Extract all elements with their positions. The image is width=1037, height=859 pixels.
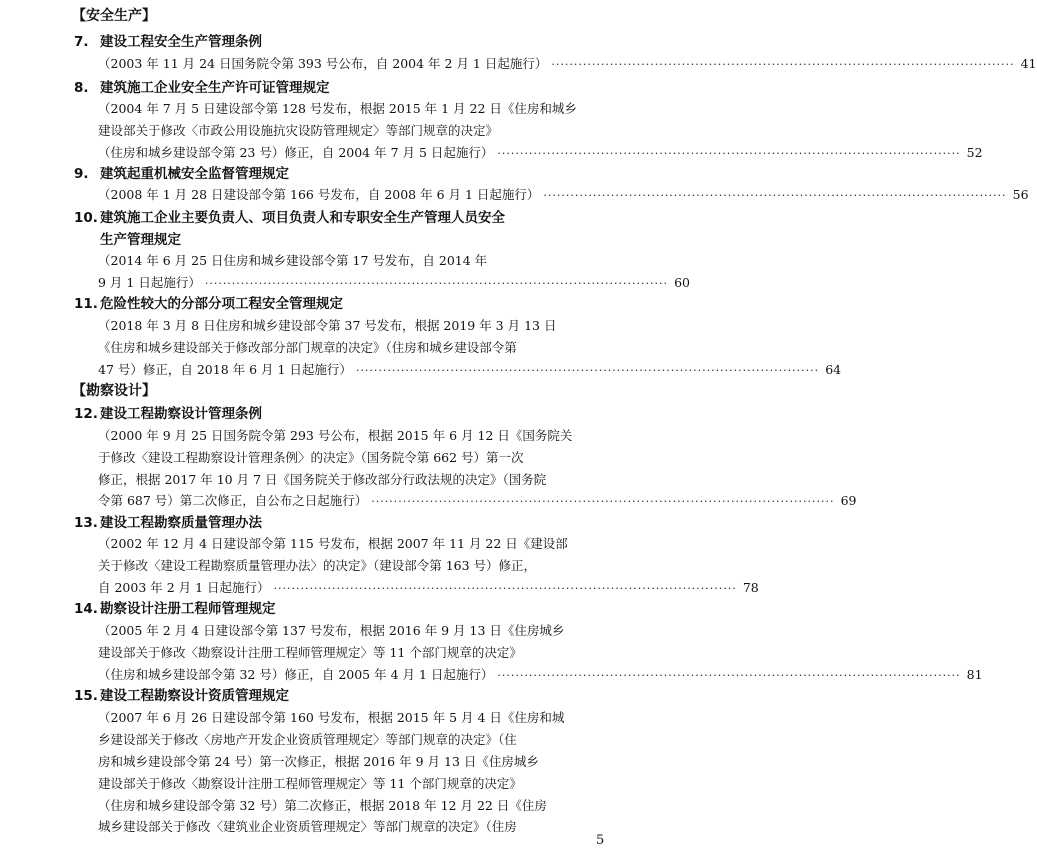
toc-entry-title[interactable] [74,209,505,227]
entry-source-text: （2007 年 6 月 26 日建设部令第 160 号发布，根据 2015 年 5 月 4 日《住房和城 [98,710,565,725]
toc-entry-line [98,186,1029,205]
toc-entry-line [98,274,690,293]
entry-number: 9. [74,166,89,182]
entry-source-text: 建设部关于修改〈勘察设计注册工程师管理规定〉等 11 个部门规章的决定》 [98,776,522,791]
dot-leader: ······································································································· [497,147,961,160]
entry-page-number[interactable]: 60 [674,275,690,290]
entry-source-text: 房和城乡建设部令第 24 号）第一次修正，根据 2016 年 9 月 13 日《住房城乡 [98,754,539,769]
entry-source-text: （2003 年 11 月 24 日国务院令第 393 号公布，自 2004 年 2 月 1 日起施行） [98,56,548,71]
section-heading-safety: 【安全生产】 [72,8,156,24]
entry-page-number[interactable]: 78 [742,580,759,595]
entry-number: 15. [74,688,98,704]
entry-page-number[interactable]: 64 [825,362,842,377]
entry-number: 13. [74,515,98,531]
entry-page-number[interactable]: 81 [966,667,983,682]
entry-title-text: 建设工程勘察设计资质管理规定 [100,688,289,704]
entry-number: 7. [74,34,89,50]
entry-page-number[interactable]: 41 [1020,56,1037,71]
entry-source-text: 9 月 1 日起施行） [98,275,201,290]
entry-source-text: （住房和城乡建设部令第 23 号）修正，自 2004 年 7 月 5 日起施行） [98,145,494,160]
dot-leader: ······································································································· [273,582,737,595]
toc-entry-title[interactable] [74,295,343,313]
entry-title-text: 建筑施工企业安全生产许可证管理规定 [100,80,330,96]
entry-title-text: 建设工程勘察设计管理条例 [100,406,262,422]
entry-source-text: （住房和城乡建设部令第 32 号）第二次修正，根据 2018 年 12 月 22 日《住房 [98,798,547,813]
dot-leader: ······································································································· [204,277,668,290]
entry-source-text: 城乡建设部关于修改〈建筑业企业资质管理规定〉等部门规章的决定》（住房 [98,819,517,834]
section-heading-survey: 【勘察设计】 [72,383,156,399]
entry-source-text: 47 号）修正，自 2018 年 6 月 1 日起施行） [98,362,352,377]
entry-source-text: 《住房和城乡建设部关于修改部分部门规章的决定》（住房和城乡建设部令第 [98,340,517,355]
entry-page-number[interactable]: 52 [966,145,983,160]
entry-source-text: （2018 年 3 月 8 日住房和城乡建设部令第 37 号发布，根据 2019 年 3 月 13 日 [98,318,557,333]
entry-title-text: 危险性较大的分部分项工程安全管理规定 [100,296,343,312]
toc-entry-title[interactable] [74,79,330,97]
toc-entry-line [98,492,857,511]
dot-leader: ······································································································· [355,364,820,377]
toc-entry-line [98,579,759,598]
entry-number: 8. [74,80,89,96]
toc-entry-title[interactable] [74,600,276,618]
entry-number: 10. [74,210,98,226]
entry-title-text: 建设工程安全生产管理条例 [100,34,262,50]
entry-source-text: 于修改〈建设工程勘察设计管理条例〉的决定》（国务院令第 662 号）第一次 [98,450,524,465]
dot-leader: ······································································································· [497,669,961,682]
toc-entry-line [98,55,1037,74]
entry-source-text: （2000 年 9 月 25 日国务院令第 293 号公布，根据 2015 年 6 月 12 日《国务院关 [98,428,573,443]
entry-title-text: 建筑起重机械安全监督管理规定 [100,166,289,182]
entry-source-text: （2004 年 7 月 5 日建设部令第 128 号发布，根据 2015 年 1 月 22 日《住房和城乡 [98,101,577,116]
toc-entry-line [98,361,842,380]
toc-entry-title[interactable] [74,687,289,705]
entry-title-text: 建设工程勘察质量管理办法 [100,515,262,531]
entry-source-text: （2002 年 12 月 4 日建设部令第 115 号发布，根据 2007 年 11 月 22 日《建设部 [98,536,568,551]
page-number: 5 [596,833,605,848]
entry-source-text: 修正，根据 2017 年 10 月 7 日《国务院关于修改部分行政法规的决定》（国务院 [98,472,547,487]
entry-page-number[interactable]: 56 [1012,187,1029,202]
entry-source-text: 令第 687 号）第二次修正，自公布之日起施行） [98,493,368,508]
entry-title-text: 勘察设计注册工程师管理规定 [100,601,276,617]
toc-entry-line [98,666,983,685]
dot-leader: ······································································································· [371,495,835,508]
toc-entry-title[interactable] [74,514,262,532]
toc-entry-title[interactable] [74,165,289,183]
entry-source-text: （2008 年 1 月 28 日建设部令第 166 号发布，自 2008 年 6 月 1 日起施行） [98,187,540,202]
entry-source-text: 乡建设部关于修改〈房地产开发企业资质管理规定〉等部门规章的决定》（住 [98,732,517,747]
entry-number: 11. [74,296,98,312]
entry-source-text: （2005 年 2 月 4 日建设部令第 137 号发布，根据 2016 年 9 月 13 日《住房城乡 [98,623,565,638]
entry-title-text: 生产管理规定 [100,232,181,248]
entry-source-text: 自 2003 年 2 月 1 日起施行） [98,580,270,595]
entry-number: 14. [74,601,98,617]
toc-entry-title[interactable] [74,405,262,423]
dot-leader: ······································································································· [543,189,1007,202]
dot-leader: ······································································································· [551,58,1015,71]
entry-source-text: （住房和城乡建设部令第 32 号）修正，自 2005 年 4 月 1 日起施行） [98,667,494,682]
entry-source-text: 建设部关于修改〈市政公用设施抗灾设防管理规定〉等部门规章的决定》 [98,123,499,138]
entry-source-text: 建设部关于修改〈勘察设计注册工程师管理规定〉等 11 个部门规章的决定》 [98,645,522,660]
entry-number: 12. [74,406,98,422]
entry-source-text: 关于修改〈建设工程勘察质量管理办法〉的决定》（建设部令第 163 号）修正， [98,558,537,573]
entry-page-number[interactable]: 69 [840,493,857,508]
toc-entry-title-continued[interactable] [74,231,181,249]
toc-entry-line [98,144,983,163]
toc-entry-title[interactable] [74,33,262,51]
entry-source-text: （2014 年 6 月 25 日住房和城乡建设部令第 17 号发布，自 2014 年 [98,253,488,268]
entry-title-text: 建筑施工企业主要负责人、项目负责人和专职安全生产管理人员安全 [100,210,505,226]
